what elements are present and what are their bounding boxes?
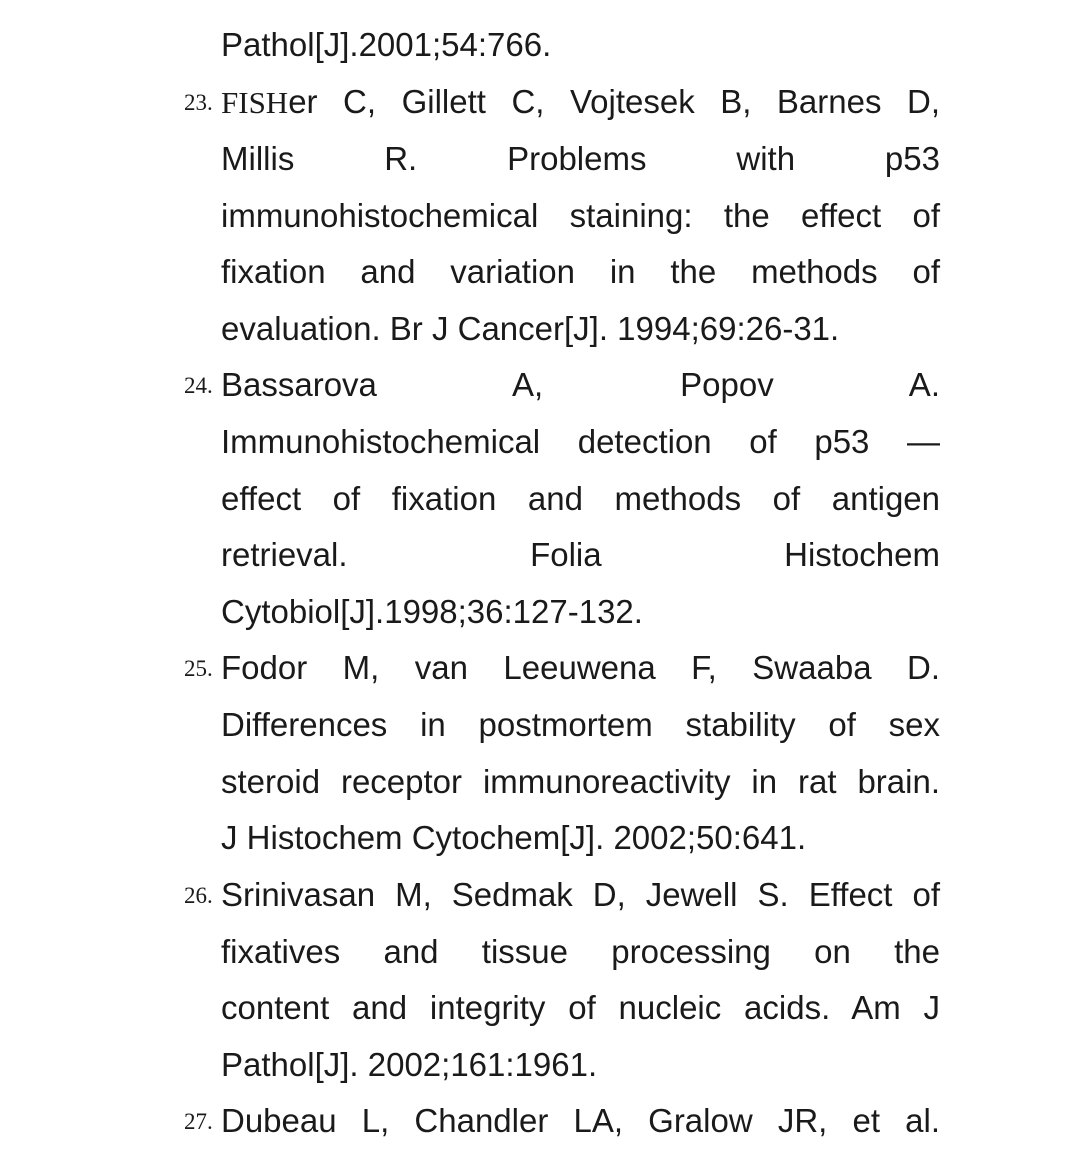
ref-25-line-3: steroid receptor immunoreactivity in rat brain. — [221, 763, 940, 800]
ref-25-number: 25. — [184, 656, 213, 681]
ref-26-line-2: fixatives and tissue processing on the — [221, 933, 940, 970]
ref-23-number: 23. — [184, 90, 213, 115]
ref-24-number: 24. — [184, 373, 213, 398]
ref-25-line-4: J Histochem Cytochem[J]. 2002;50:641. — [221, 819, 807, 856]
ref-25-line-2: Differences in postmortem stability of sex — [221, 706, 940, 743]
ref-24-line-4: retrieval. Folia Histochem — [221, 536, 940, 573]
ref-23-line-5: evaluation. Br J Cancer[J]. 1994;69:26-31. — [221, 310, 840, 347]
ref-27-number: 27. — [184, 1109, 213, 1134]
ref-26-line-4: Pathol[J]. 2002;161:1961. — [221, 1046, 598, 1083]
ref-23-lead: FISH — [221, 85, 289, 120]
ref-23-line-1-text: er C, Gillett C, Vojtesek B, Barnes D, — [288, 83, 940, 120]
ref-22-line-1: Pathol[J].2001;54:766. — [221, 26, 552, 63]
ref-26-line-3: content and integrity of nucleic acids. Am J — [221, 989, 940, 1026]
ref-26-line-1: Srinivasan M, Sedmak D, Jewell S. Effect of — [221, 876, 940, 913]
ref-26-number: 26. — [184, 883, 213, 908]
ref-24-line-2: Immunohistochemical detection of p53 — — [221, 423, 940, 460]
ref-25-line-1: Fodor M, van Leeuwena F, Swaaba D. — [221, 649, 940, 686]
ref-23-line-1 — [221, 74, 940, 130]
ref-27-line-1: Dubeau L, Chandler LA, Gralow JR, et al. — [221, 1102, 940, 1139]
ref-23-line-3: immunohistochemical staining: the effect of — [221, 197, 940, 234]
ref-23-line-2: Millis R. Problems with p53 — [221, 140, 940, 177]
ref-24-line-5: Cytobiol[J].1998;36:127-132. — [221, 593, 643, 630]
ref-23-line-4: fixation and variation in the methods of — [221, 253, 940, 290]
ref-24-line-3: effect of fixation and methods of antigen — [221, 480, 940, 517]
ref-24-line-1: Bassarova A, Popov A. — [221, 366, 940, 403]
